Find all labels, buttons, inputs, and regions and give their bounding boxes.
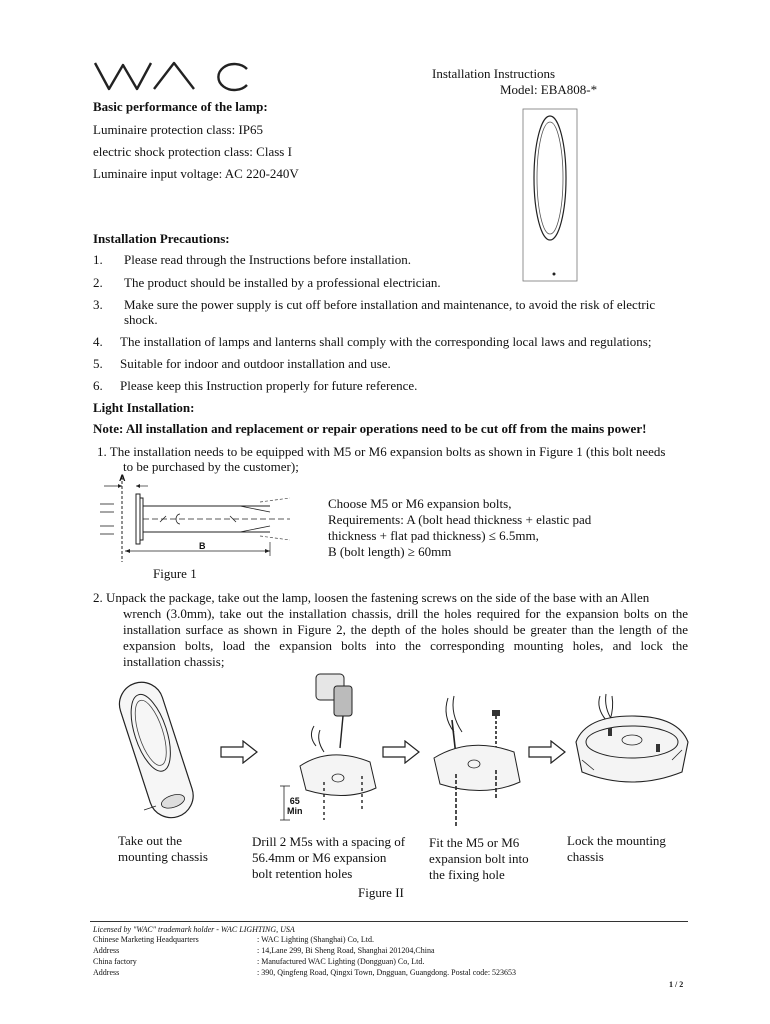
footer-row — [93, 957, 693, 968]
footer-value: : 390, Qingfeng Road, Qingxi Town, Dngguan, Guangdong. Postal code: 523653 — [257, 968, 517, 977]
model-number: Model: EBA808-* — [500, 82, 598, 97]
footer-row — [93, 946, 693, 957]
figure-2-step-caption: Fit the M5 or M6 expansion bolt into the fixing hole — [429, 835, 529, 882]
list-text: The product should be installed by a professional electrician. — [124, 275, 441, 290]
footer-divider — [90, 921, 688, 922]
list-number: 1. — [93, 252, 103, 267]
bolt-requirements-line: thickness + flat pad thickness) ≤ 6.5mm, — [328, 528, 539, 543]
figure-2-caption: Figure II — [358, 885, 404, 900]
safety-note: Note: All installation and replacement or repair operations need to be cut off from the mains power! — [93, 421, 647, 436]
footer-row — [93, 935, 693, 946]
footer-value: : WAC Lighting (Shanghai) Co, Ltd. — [257, 935, 374, 944]
list-text: The installation of lamps and lanterns shall comply with the corresponding local laws and regulations; — [120, 334, 652, 349]
step-1-text-continuation: to be purchased by the customer); — [123, 459, 299, 474]
footer-value: : 14,Lane 299, Bi Sheng Road, Shanghai 201204,China — [257, 946, 435, 955]
step-2-line: 2. Unpack the package, take out the lamp, loosen the fastening screws on the side of the base with an Allen — [93, 590, 650, 605]
dimension-label-65-min: 65 Min — [287, 796, 303, 816]
step-2-line: wrench (3.0mm), take out the installation chassis, drill the holes required for the expansion bolts on the — [123, 606, 688, 621]
arrow-right-icon — [219, 740, 259, 769]
performance-heading: Basic performance of the lamp: — [93, 99, 268, 114]
light-installation-heading: Light Installation: — [93, 400, 195, 415]
performance-line: Luminaire protection class: IP65 — [93, 122, 264, 137]
list-number: 3. — [93, 297, 103, 312]
step-2-line: installation surface as shown in Figure 2, the depth of the holes should be greater than the length of the — [123, 622, 688, 637]
footer-label: Address — [93, 946, 120, 955]
figure-1-caption: Figure 1 — [153, 566, 197, 581]
footer-contact-table — [93, 935, 693, 979]
figure-2-step-caption: Drill 2 M5s with a spacing of 56.4mm or M6 expansion bolt retention holes — [252, 834, 406, 881]
list-number: 4. — [93, 334, 103, 349]
list-text-continuation: shock. — [124, 312, 158, 327]
bolt-requirements-line: Requirements: A (bolt head thickness + elastic pad — [328, 512, 592, 527]
footer-label: Address — [93, 968, 120, 977]
list-number: 6. — [93, 378, 103, 393]
header-block — [432, 66, 597, 98]
arrow-right-icon — [381, 740, 421, 769]
mounted-chassis-icon — [572, 690, 692, 795]
step-2-text — [93, 590, 688, 670]
list-text: Please keep this Instruction properly for future reference. — [120, 378, 418, 393]
footer-license: Licensed by "WAC" trademark holder - WAC LIGHTING, USA — [93, 925, 295, 934]
lamp-front-view-icon — [522, 108, 582, 289]
precautions-heading: Installation Precautions: — [93, 231, 230, 246]
bolt-requirements — [328, 496, 591, 560]
footer-label: China factory — [93, 957, 137, 966]
performance-line: Luminaire input voltage: AC 220-240V — [93, 166, 299, 181]
list-number: 5. — [93, 356, 103, 371]
step-2-line: expansion bolts, load the expansion bolts into the corresponding mounting holes, and lock the — [123, 638, 688, 653]
wac-logo — [92, 58, 252, 99]
performance-line: electric shock protection class: Class I — [93, 144, 292, 159]
footer-row — [93, 968, 693, 979]
bolt-fitting-icon — [426, 690, 526, 835]
list-text: Suitable for indoor and outdoor installation and use. — [120, 356, 391, 371]
page-number: 1 / 2 — [669, 980, 684, 989]
dimension-label-b: B — [199, 541, 206, 551]
step-2-line: installation chassis; — [123, 654, 225, 669]
list-text: Please read through the Instructions before installation. — [124, 252, 412, 267]
list-text: Make sure the power supply is cut off before installation and maintenance, to avoid the risk of electric — [124, 297, 656, 312]
footer-label: Chinese Marketing Headquarters — [93, 935, 199, 944]
dimension-label-a: A — [119, 473, 126, 483]
doc-title: Installation Instructions — [432, 66, 556, 81]
footer-value: : Manufactured WAC Lighting (Dongguan) Co, Ltd. — [257, 957, 425, 966]
figure-2-step-caption: Take out the mounting chassis — [118, 833, 208, 864]
lamp-chassis-icon — [96, 674, 216, 829]
figure-2-step-caption: Lock the mounting chassis — [567, 833, 666, 864]
list-number: 2. — [93, 275, 103, 290]
expansion-bolt-diagram — [100, 474, 300, 569]
arrow-right-icon — [527, 740, 567, 769]
bolt-requirements-line: B (bolt length) ≥ 60mm — [328, 544, 452, 559]
bolt-requirements-line: Choose M5 or M6 expansion bolts, — [328, 496, 512, 511]
step-1-text: 1. The installation needs to be equipped with M5 or M6 expansion bolts as shown in Figure 1 (this bolt needs — [97, 444, 666, 459]
